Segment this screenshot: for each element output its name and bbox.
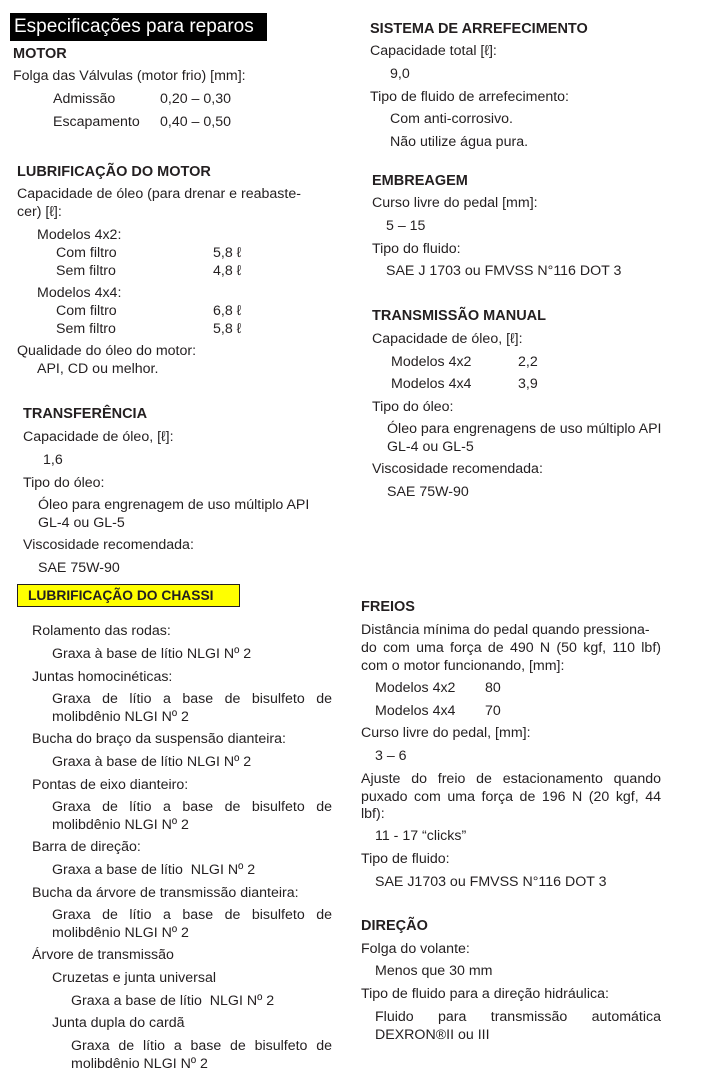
highlighted-section-heading: LUBRIFICAÇÃO DO CHASSI <box>17 584 240 607</box>
spec-value: molibdênio NLGI Nº 2 <box>52 709 189 725</box>
spec-label: Tipo do óleo: <box>372 399 454 415</box>
section-heading: LUBRIFICAÇÃO DO MOTOR <box>17 164 211 180</box>
spec-label: Viscosidade recomendada: <box>372 461 543 477</box>
spec-sublabel: Junta dupla do cardã <box>52 1015 185 1031</box>
spec-label: Folga das Válvulas (motor frio) [mm]: <box>13 68 246 84</box>
spec-value: 0,20 – 0,30 <box>160 91 231 107</box>
spec-value: Com anti-corrosivo. <box>390 111 513 127</box>
spec-name: Com filtro <box>56 245 117 261</box>
spec-value: Graxa de lítio a base de bisulfeto de <box>52 799 332 815</box>
spec-label: Barra de direção: <box>32 839 141 855</box>
spec-label: Capacidade de óleo, [ℓ]: <box>372 331 523 347</box>
spec-value: GL-4 ou GL-5 <box>387 439 474 455</box>
spec-label: Capacidade total [ℓ]: <box>370 43 497 59</box>
spec-label: Juntas homocinéticas: <box>32 669 173 685</box>
spec-name: Modelos 4x2 <box>391 354 472 370</box>
spec-label: Bucha do braço da suspensão dianteira: <box>32 731 286 747</box>
spec-value: Graxa de lítio a base de bisulfeto de <box>71 1038 332 1054</box>
spec-value: Graxa de lítio a base de bisulfeto de <box>52 691 332 707</box>
spec-value: Graxa à base de lítio NLGI Nº 2 <box>52 646 252 662</box>
section-heading: MOTOR <box>13 46 67 62</box>
spec-label: Folga do volante: <box>361 941 470 957</box>
spec-value: SAE 75W-90 <box>387 484 469 500</box>
spec-value: API, CD ou melhor. <box>37 361 159 377</box>
spec-value: Graxa de lítio a base de bisulfeto de <box>52 907 332 923</box>
spec-value: 11 - 17 “clicks” <box>375 828 467 844</box>
spec-value: Não utilize água pura. <box>390 134 529 150</box>
spec-value: 9,0 <box>390 66 410 82</box>
spec-value: SAE J 1703 ou FMVSS N°116 DOT 3 <box>386 263 622 279</box>
spec-label: Rolamento das rodas: <box>32 623 171 639</box>
spec-label: do com uma força de 490 N (50 kgf, 110 lbf) <box>361 640 661 656</box>
spec-value: molibdênio NLGI Nº 2 <box>71 1056 208 1072</box>
model-label: Modelos 4x2: <box>37 227 122 243</box>
spec-name: Com filtro <box>56 303 117 319</box>
spec-value: Menos que 30 mm <box>375 963 493 979</box>
spec-label: Viscosidade recomendada: <box>23 537 194 553</box>
spec-label: Capacidade de óleo (para drenar e reabaste- <box>17 186 301 202</box>
spec-value: Fluido para transmissão automática <box>375 1009 661 1025</box>
spec-label: Curso livre do pedal [mm]: <box>372 195 538 211</box>
spec-name: Sem filtro <box>56 263 116 279</box>
spec-name: Modelos 4x2 <box>375 680 456 696</box>
spec-value: 5,8 ℓ <box>213 321 242 337</box>
spec-value: 80 <box>485 680 501 696</box>
spec-value: 6,8 ℓ <box>213 303 242 319</box>
spec-label: Tipo de fluido de arrefecimento: <box>370 89 569 105</box>
spec-label: puxado com uma força de 196 N (20 kgf, 44 <box>361 789 661 805</box>
spec-label: Qualidade do óleo do motor: <box>17 343 197 359</box>
spec-label: Capacidade de óleo, [ℓ]: <box>23 429 174 445</box>
spec-value: molibdênio NLGI Nº 2 <box>52 925 189 941</box>
spec-label: Tipo de fluido: <box>361 851 450 867</box>
spec-value: 3,9 <box>518 376 538 392</box>
section-heading: TRANSFERÊNCIA <box>23 406 148 422</box>
spec-label: Pontas de eixo dianteiro: <box>32 777 189 793</box>
spec-label: Tipo do fluido: <box>372 241 461 257</box>
spec-value: GL-4 ou GL-5 <box>38 515 125 531</box>
page-title: Especificações para reparos <box>10 13 267 41</box>
spec-value: Graxa a base de lítio NLGI Nº 2 <box>52 862 256 878</box>
spec-label: Tipo de fluido para a direção hidráulica: <box>361 986 609 1002</box>
spec-label: Curso livre do pedal, [mm]: <box>361 725 531 741</box>
spec-label: lbf): <box>361 806 385 822</box>
spec-value: 1,6 <box>43 452 63 468</box>
spec-label: com o motor funcionando, [mm]: <box>361 658 565 674</box>
spec-label: cer) [ℓ]: <box>17 204 62 220</box>
spec-value: SAE 75W-90 <box>38 560 120 576</box>
spec-value: Graxa a base de lítio NLGI Nº 2 <box>71 993 275 1009</box>
spec-label: Tipo do óleo: <box>23 475 105 491</box>
spec-value: 5,8 ℓ <box>213 245 242 261</box>
section-heading: TRANSMISSÃO MANUAL <box>372 308 546 324</box>
spec-name: Modelos 4x4 <box>391 376 472 392</box>
spec-label: Bucha da árvore de transmissão dianteira: <box>32 885 299 901</box>
spec-value: Óleo para engrenagens de uso múltiplo API <box>387 421 662 437</box>
spec-name: Escapamento <box>53 114 140 130</box>
spec-name: Modelos 4x4 <box>375 703 456 719</box>
section-heading: DIREÇÃO <box>361 918 428 934</box>
spec-value: 3 – 6 <box>375 748 407 764</box>
spec-label: Distância mínima do pedal quando pressiona- <box>361 622 650 638</box>
spec-value: 70 <box>485 703 501 719</box>
spec-label: Ajuste do freio de estacionamento quando <box>361 771 661 787</box>
spec-name: Sem filtro <box>56 321 116 337</box>
spec-value: Graxa à base de lítio NLGI Nº 2 <box>52 754 252 770</box>
spec-value: DEXRON®II ou III <box>375 1027 490 1043</box>
model-label: Modelos 4x4: <box>37 285 122 301</box>
spec-value: Óleo para engrenagem de uso múltiplo API <box>38 497 310 513</box>
spec-value: 0,40 – 0,50 <box>160 114 231 130</box>
section-heading: EMBREAGEM <box>372 173 468 189</box>
spec-value: molibdênio NLGI Nº 2 <box>52 817 189 833</box>
section-heading: SISTEMA DE ARREFECIMENTO <box>370 21 588 37</box>
spec-value: SAE J1703 ou FMVSS N°116 DOT 3 <box>375 874 607 890</box>
spec-value: 5 – 15 <box>386 218 426 234</box>
spec-name: Admissão <box>53 91 116 107</box>
spec-label: Árvore de transmissão <box>32 947 174 963</box>
spec-sublabel: Cruzetas e junta universal <box>52 970 217 986</box>
section-heading: FREIOS <box>361 599 415 615</box>
spec-value: 2,2 <box>518 354 538 370</box>
spec-value: 4,8 ℓ <box>213 263 242 279</box>
